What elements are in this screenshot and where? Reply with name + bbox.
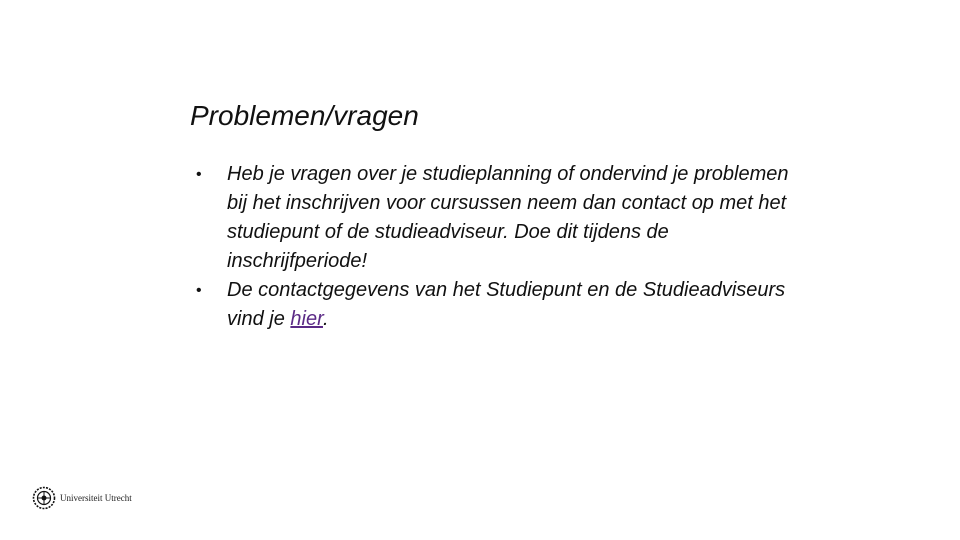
slide-title: Problemen/vragen [190,100,419,131]
university-seal-icon [32,486,56,510]
university-logo [32,486,132,510]
bullet-text: Heb je vragen over je studieplanning of ondervind je problemen bij het inschrijven voor cursussen neem dan contact op met het studiepunt of de studieadviseur. Doe dit tijdens de inschrijfperiode! [227,163,789,272]
bullet-item [190,160,790,276]
bullet-list [190,160,790,334]
logo-wordmark: Universiteit Utrecht [60,493,132,503]
bullet-item [190,276,790,334]
bullet-marker: • [196,282,202,299]
bullet-marker: • [196,166,202,183]
contact-link[interactable]: hier [290,308,323,330]
bullet-text: De contactgegevens van het Studiepunt en de Studieadviseurs vind je [227,279,786,330]
bullet-text-end: . [322,308,329,330]
